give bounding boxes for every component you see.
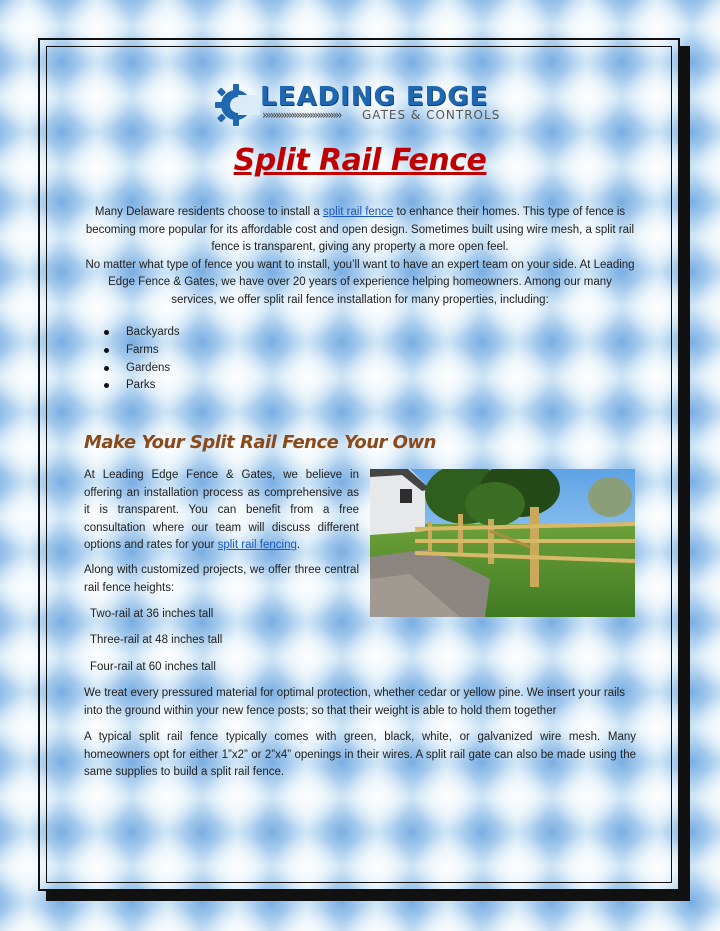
intro-text-before-link: Many Delaware residents choose to install a [94, 206, 324, 218]
section-paragraph-3: We treat every pressured material for optimal protection, whether cedar or yellow pine. We insert your rails into the ground within your new fence posts; so that their weight is able to hold them together [84, 687, 625, 717]
section-paragraph-4: A typical split rail fence typically comes with green, black, white, or galvanized wire mesh. Many homeowners opt for either 1”x2” or 2”x4” openings in their wires. A split rail gate can also be made using the same supplies to build a split rail fence. [84, 731, 636, 779]
intro-text-after-link: to enhance their homes. This type of fence is becoming more popular for its affordable cost and open design. Sometimes built using wire mesh, a split rail fence is transparent, giving any property a more open feel. [85, 206, 635, 254]
frame-shadow-bottom [46, 891, 690, 901]
intro-paragraph-2: No matter what type of fence you want to install, you’ll want to have an expert team on your side. At Leading Edge Fence & Gates, we have over 20 years of experience helping homeowners. Among our many services, we offer split rail fence installation for many properties, including: [85, 258, 635, 306]
fence-photo [370, 469, 635, 617]
intro-text [84, 204, 636, 310]
properties-list [104, 324, 180, 395]
list-item: Gardens [104, 360, 180, 378]
page-title: Split Rail Fence [233, 143, 487, 178]
height-item: Three-rail at 48 inches tall [90, 634, 223, 646]
gear-icon [214, 82, 260, 128]
list-item: Parks [104, 377, 180, 395]
section-paragraph-2 [84, 562, 359, 597]
intro-paragraph-1 [84, 204, 636, 257]
logo-subtitle: GATES & CONTROLS [362, 108, 501, 122]
logo-title: LEADING EDGE [260, 82, 489, 112]
section-text-before-link: At Leading Edge Fence & Gates, we believe in offering an installation process as comprehensive as it is transparent. You can benefit from a free consultation where our team will discuss different options and rates for your [84, 469, 359, 552]
section-heading: Make Your Split Rail Fence Your Own [84, 432, 436, 453]
section-paragraph-1 [84, 467, 359, 555]
section-text-after-link: . [296, 539, 301, 552]
list-item: Farms [104, 342, 180, 360]
logo-chevrons: »»»»»»»»»»»»»»» [262, 108, 341, 122]
split-rail-fence-link[interactable]: split rail fence [323, 206, 394, 218]
company-logo [214, 82, 508, 128]
height-item: Two-rail at 36 inches tall [90, 608, 214, 620]
height-item: Four-rail at 60 inches tall [90, 661, 216, 673]
heights-intro: Along with customized projects, we offer three central rail fence heights: [84, 564, 359, 594]
list-item: Backyards [104, 324, 180, 342]
split-rail-fencing-link[interactable]: split rail fencing [217, 539, 297, 552]
